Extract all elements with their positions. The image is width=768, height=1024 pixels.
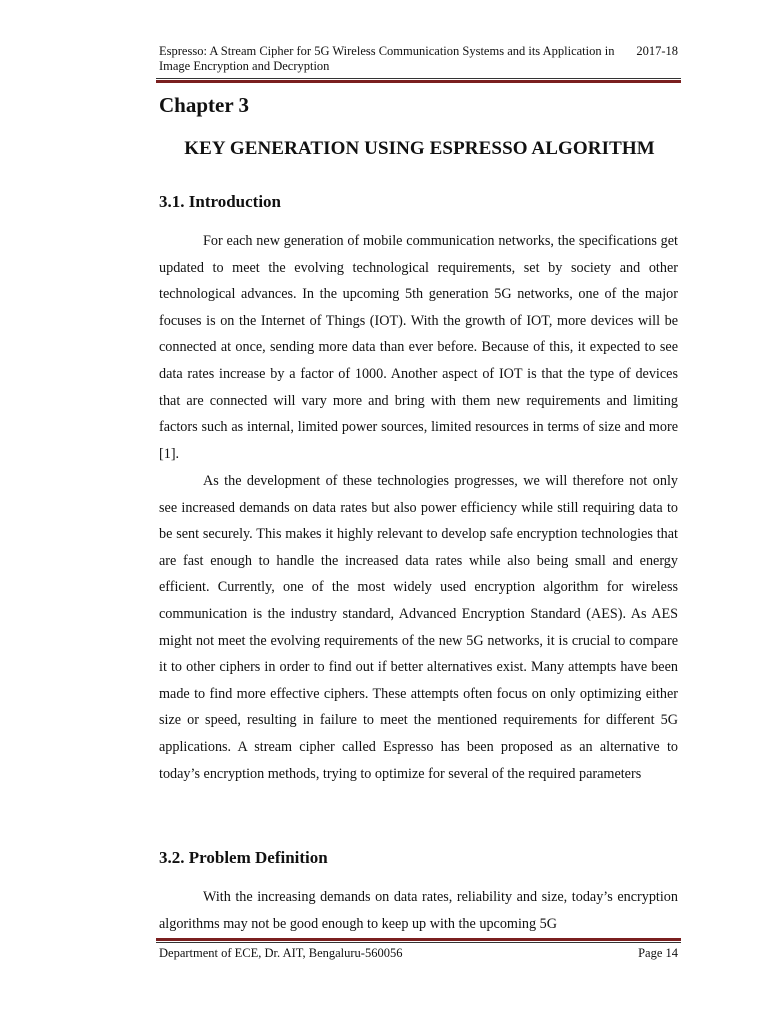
running-footer: [159, 946, 680, 961]
intro-paragraph-2-text: As the development of these technologies progresses, we will therefore not only see increased demands on data rates but also power efficiency while still requiring data to be sent securely. This makes it highly relevant to develop safe encryption technologies that are fast enough to handle the increased data rates while also being small and energy efficient. Currently, one of the most widely used encryption algorithm for wireless communication is the industry standard, Advanced Encryption Standard (AES). As AES might not meet the evolving requirements of the new 5G networks, it is crucial to compare it to other ciphers in order to find out if better alternatives exist. Many attempts have been made to find more effective ciphers. These attempts often focus on only optimizing either size or speed, resulting in failure to meet the mentioned requirements for different 5G applications. A stream cipher called Espresso has been proposed as an alternative to today’s encryption methods, trying to optimize for several of the required parameters: [159, 473, 678, 782]
intro-paragraph-1: [159, 228, 678, 467]
header-rule-thin: [156, 78, 681, 79]
chapter-title: KEY GENERATION USING ESPRESSO ALGORITHM: [184, 138, 655, 159]
running-header: [159, 44, 680, 74]
footer-department: Department of ECE, Dr. AIT, Bengaluru-560056: [159, 946, 403, 960]
footer-rule-thin: [156, 942, 681, 943]
footer-page-number: Page 14: [638, 946, 678, 960]
chapter-label: Chapter 3: [159, 93, 250, 117]
intro-paragraph-2: [159, 468, 678, 787]
intro-paragraph-1-text: For each new generation of mobile communication networks, the specifications get updated to meet the evolving technological requirements, set by society and other technological advances. In the upcoming 5th generation 5G networks, one of the major focuses is on the Internet of Things (IOT). With the growth of IOT, more devices will be connected at once, sending more data than ever before. Because of this, it expected to see data rates increase by a factor of 1000. Another aspect of IOT is that the type of devices that are connected will vary more and bring with them new requirements and limiting factors such as internal, limited power sources, limited resources in terms of size and more [1].: [159, 233, 678, 462]
header-year: 2017-18: [636, 44, 678, 58]
section-heading-introduction: 3.1. Introduction: [159, 192, 282, 211]
header-title: Espresso: A Stream Cipher for 5G Wireless Communication Systems and its Application in Image Encryption and Decryption: [159, 44, 615, 73]
problem-paragraph-1: [159, 884, 678, 937]
header-rule-thick: [156, 80, 681, 83]
footer-rule-thick: [156, 938, 681, 941]
section-heading-problem-definition: 3.2. Problem Definition: [159, 848, 328, 867]
problem-paragraph-1-text: With the increasing demands on data rates, reliability and size, today’s encryption algorithms may not be good enough to keep up with the upcoming 5G: [159, 889, 678, 932]
